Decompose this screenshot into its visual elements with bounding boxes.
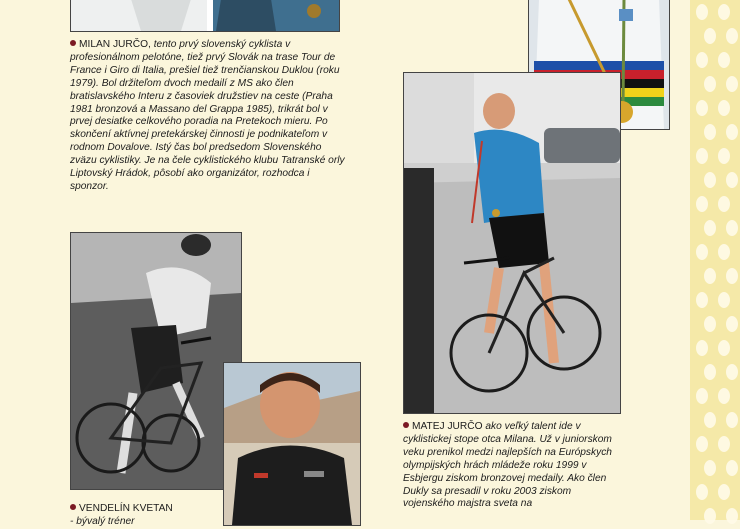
decorative-dot bbox=[696, 244, 708, 260]
decorative-dot bbox=[704, 220, 716, 236]
decorative-dot bbox=[726, 364, 738, 380]
decorative-dot bbox=[696, 52, 708, 68]
bullet-icon bbox=[70, 504, 76, 510]
decorative-dot bbox=[718, 484, 730, 500]
photo-matej-jurco bbox=[403, 72, 621, 414]
decorative-dot bbox=[704, 508, 716, 524]
decorative-dot bbox=[726, 28, 738, 44]
decorative-dot bbox=[696, 484, 708, 500]
decorative-dot bbox=[718, 388, 730, 404]
bullet-icon bbox=[70, 40, 76, 46]
decorative-dot bbox=[696, 4, 708, 20]
decorative-dot bbox=[718, 292, 730, 308]
decorative-dot bbox=[718, 196, 730, 212]
caption-vendelin-kvetan: VENDELÍN KVETAN - bývalý tréner bbox=[70, 503, 173, 527]
decorative-dot bbox=[726, 508, 738, 524]
decorative-dot bbox=[704, 316, 716, 332]
photo-milan-jurco bbox=[70, 0, 340, 32]
caption-milan-jurco: MILAN JURČO, tento prvý slovenský cyklista v profesionálnom pelotóne, tiež prvý Slovák na trase Tour de France i Giro di Italia, prešiel tiež trenčianskou Duklou (roku 1979). Bol držiteľom dvoch medailí z MS ako člen bratislavského Interu z časoviek družstiev na ceste (Praha 1981 bronzová a Massano del Grappa 1985), trikrát bol v prvej desiatke celkového poradia na Pretekoch mieru. Po skončení aktívnej pretekárskej činnosti je podnikateľom v rodnom Dovalove. Istý čas bol predsedom Slovenského zväzu cyklistiky. Je na čele cyklistického klubu Tatranské orly Liptovský Hrádok, pôsobí ako organizátor, rozhodca i sponzor. bbox=[70, 39, 345, 192]
decorative-dot bbox=[696, 292, 708, 308]
decorative-dot bbox=[718, 148, 730, 164]
decorative-dot bbox=[696, 196, 708, 212]
decorative-dot bbox=[704, 460, 716, 476]
decorative-dot bbox=[726, 268, 738, 284]
decorative-dot bbox=[718, 244, 730, 260]
decorative-dot bbox=[726, 220, 738, 236]
decorative-dot bbox=[718, 4, 730, 20]
decorative-dot bbox=[726, 172, 738, 188]
decorative-dot bbox=[696, 340, 708, 356]
decorative-dot bbox=[704, 172, 716, 188]
decorative-dot-pattern bbox=[696, 0, 740, 520]
decorative-dot bbox=[704, 268, 716, 284]
decorative-dot bbox=[696, 148, 708, 164]
decorative-dot bbox=[726, 316, 738, 332]
decorative-dot bbox=[726, 76, 738, 92]
decorative-dot bbox=[726, 460, 738, 476]
decorative-dot bbox=[704, 76, 716, 92]
decorative-dot bbox=[696, 388, 708, 404]
decorative-dot bbox=[704, 124, 716, 140]
bullet-icon bbox=[403, 422, 409, 428]
photo-vendelin-kvetan-cycling bbox=[70, 232, 242, 490]
decorative-dot bbox=[718, 52, 730, 68]
decorative-dot bbox=[696, 100, 708, 116]
decorative-dot bbox=[718, 436, 730, 452]
decorative-dot bbox=[718, 340, 730, 356]
decorative-dot bbox=[696, 436, 708, 452]
decorative-dot bbox=[704, 412, 716, 428]
decorative-dot bbox=[726, 412, 738, 428]
decorative-dot bbox=[718, 100, 730, 116]
decorative-dot bbox=[704, 28, 716, 44]
decorative-dot bbox=[704, 364, 716, 380]
caption-matej-jurco: MATEJ JURČO ako veľký talent ide v cyklistickej stope otca Milana. Už v juniorskom veku prenikol medzi najlepších na Európskych olympijských hrách mládeže roku 1999 v Esbjergu ziskom bronzovej medaily. Ako člen Dukly sa presadil v roku 2003 ziskom vojenského majstra sveta na bbox=[403, 421, 612, 510]
photo-vendelin-kvetan-portrait bbox=[223, 362, 361, 526]
decorative-dot bbox=[726, 124, 738, 140]
